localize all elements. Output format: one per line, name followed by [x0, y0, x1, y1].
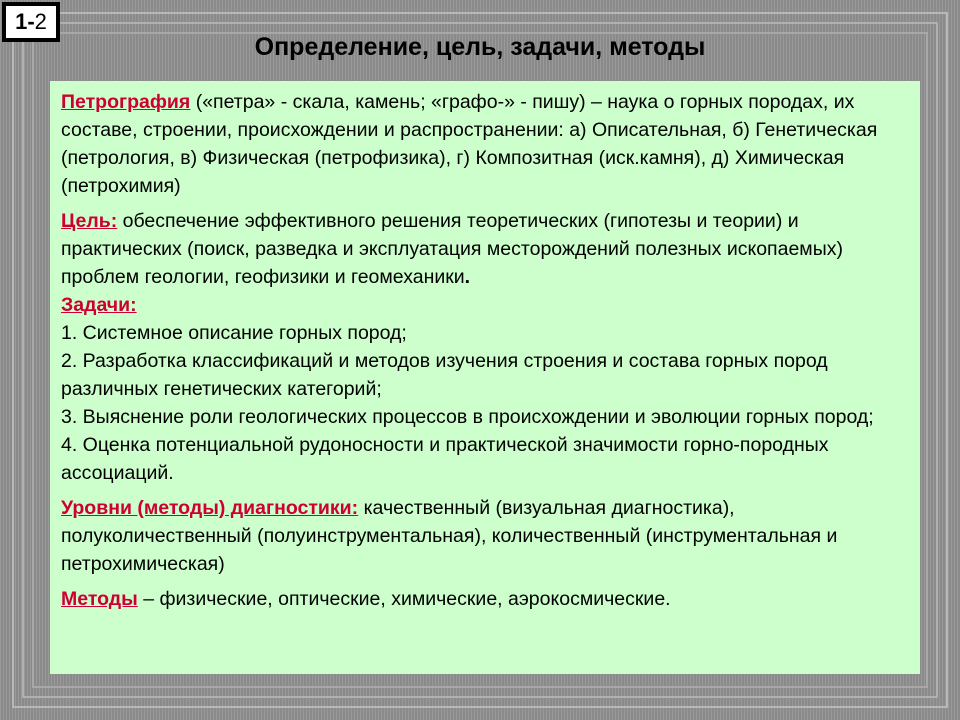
petrography-paragraph: [61, 88, 910, 200]
levels-term: Уровни (методы) диагностики:: [61, 497, 359, 519]
tasks-term: Задачи:: [61, 294, 137, 316]
slide-number-major: 1-: [15, 9, 35, 34]
task-item: 2. Разработка классификаций и методов изучения строения и состава горных пород различных генетических категорий;: [61, 350, 828, 400]
petrography-term: Петрография: [61, 91, 191, 113]
methods-paragraph: [61, 585, 910, 613]
tasks-heading: [61, 291, 910, 319]
petrography-text: («петра» - скала, камень; «графо-» - пишу) – наука о горных породах, их составе, строении, происхождении и распространении: а) Описательная, б) Генетическая (петрология, в) Физическая (петрофизика), г) Композитная (иск.камня), д) Химическая (петрохимия): [61, 91, 878, 197]
goal-text: обеспечение эффективного решения теоретических (гипотезы и теории) и практических (поиск, разведка и эксплуатация месторождений полезных ископаемых) проблем геологии, геофизики и геомеханики: [61, 210, 843, 288]
levels-paragraph: [61, 494, 910, 578]
content-box: [50, 81, 920, 674]
methods-text: – физические, оптические, химические, аэрокосмические.: [137, 588, 671, 610]
methods-term: Методы: [61, 588, 138, 610]
task-item: 1. Системное описание горных пород;: [61, 322, 407, 344]
goal-term: Цель:: [61, 210, 118, 232]
goal-paragraph: [61, 207, 910, 291]
levels-text: качественный (визуальная диагностика), полуколичественный (полуинструментальная), количественный (инструментальная и петрохимическая): [61, 497, 838, 575]
task-item: 4. Оценка потенциальной рудоносности и практической значимости горно-породных ассоциаций.: [61, 434, 829, 484]
goal-end: .: [464, 266, 471, 288]
task-item: 3. Выяснение роли геологических процессов в происхождении и эволюции горных пород;: [61, 406, 874, 428]
slide-number-minor: 2: [34, 9, 47, 34]
slide-title: Определение, цель, задачи, методы: [254, 33, 706, 61]
